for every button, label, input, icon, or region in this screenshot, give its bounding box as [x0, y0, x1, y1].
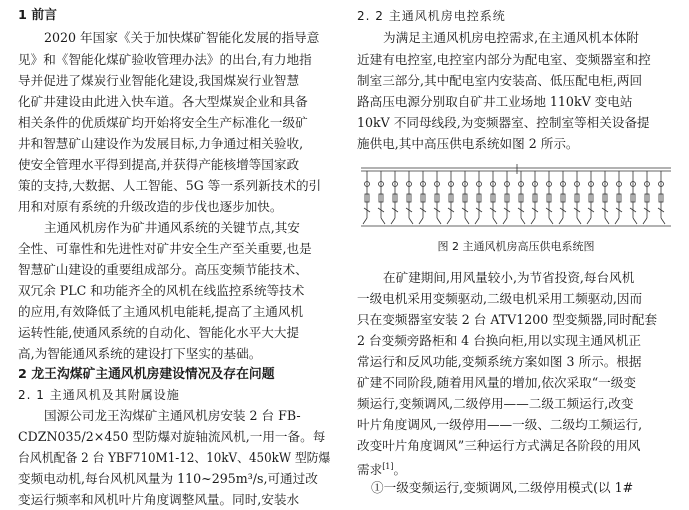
text-line: 2 台变频旁路柜和 4 台换向柜,用以实现主通风机正	[357, 333, 641, 348]
text-line: 制室三部分,其中配电室内安装高、低压配电柜,两回	[357, 73, 643, 88]
text-line: 全性、可靠性和先进性对矿井安全生产至关重要,也是	[18, 241, 312, 256]
text-line: 用和对原有系统的升级改造的步伐也逐步加快。	[18, 199, 283, 214]
circuit-diagram-graphic	[357, 156, 675, 232]
text-line: 化矿井建设由此进入快车道。各大型煤炭企业和具备	[18, 94, 308, 109]
text-line: 的应用,有效降低了主通风机电能耗,提高了主通风机	[18, 304, 304, 319]
text-line: 在矿建期间,用风量较小,为节省投资,每台风机	[383, 270, 635, 285]
subsection-heading: 2. 2 主通风机房电控系统	[357, 9, 506, 23]
text-line: 井和智慧矿山建设作为发展目标,力争通过相关验收,	[18, 136, 304, 151]
figure-caption: 图 2 主通风机房高压供电系统图	[437, 240, 595, 253]
section-heading: 1 前言	[18, 8, 57, 23]
text-line: 只在变频器室安装 2 台 ATV1200 型变频器,同时配套	[357, 312, 658, 327]
text-line: 使安全管理水平得到提高,并获得产能核增等国家政	[18, 157, 300, 172]
text-line: 高,为智能通风系统的建设打下坚实的基础。	[18, 346, 262, 361]
text-line: 2020 年国家《关于加快煤矿智能化发展的指导意	[44, 30, 320, 45]
text-line: 改变叶片角度调风”三种运行方式满足各阶段的用风	[357, 438, 641, 453]
text-line: 施供电,其中高压供电系统如图 2 所示。	[357, 136, 579, 151]
text-line: 相关条件的优质煤矿均开始将安全生产标准化一级矿	[18, 115, 308, 130]
figure-high-voltage-diagram	[357, 156, 675, 232]
text-line: 矿建不同阶段,随着用风量的增加,依次采取“一级变	[357, 375, 636, 390]
text-line: 需求[1]。	[357, 462, 407, 478]
left-column	[18, 0, 331, 507]
text-line: ①一级变频运行,变频调风,二级停用模式(以 1#	[371, 480, 634, 495]
subsection-heading: 2. 1 主通风机及其附属设施	[18, 388, 180, 402]
text-line: 变运行频率和风机叶片角度调整风量。同时,安装水	[18, 492, 300, 507]
text-line: CDZN035/2×450 型防爆对旋轴流风机,一用一备。每	[18, 429, 326, 444]
text-line: 近建有电控室,电控室内部分为配电室、变频器室和控	[357, 52, 651, 67]
text-line: 变频电动机,每台风机风量为 110~295m³/s,可通过改	[18, 471, 318, 486]
text-line: 智慧矿山建设的重要组成部分。高压变频节能技术、	[18, 262, 308, 277]
section-heading: 2 龙王沟煤矿主通风机房建设情况及存在问题	[18, 367, 275, 382]
text-line: 导并促进了煤炭行业智能化建设,我国煤炭行业智慧	[18, 73, 300, 88]
text-line: 见》和《智能化煤矿验收管理办法》的出台,有力地指	[18, 52, 312, 67]
text-line: 一级电机采用变频驱动,二级电机采用工频驱动,因而	[357, 291, 643, 306]
text-line: 10kV 不同母线段,为变频器室、控制室等相关设备提	[357, 115, 650, 130]
text-line: 策的支持,大数据、人工智能、5G 等一系列新技术的引	[18, 178, 322, 193]
text-line: 频运行,变频调风,二级停用——二级工频运行,改变	[357, 396, 634, 411]
text-line: 国源公司龙王沟煤矿主通风机房安装 2 台 FB-	[44, 408, 301, 423]
text-line: 运转性能,使通风系统的自动化、智能化水平大大提	[18, 325, 300, 340]
text-line: 常运行和反风功能,变频系统方案如图 3 所示。根据	[357, 354, 642, 369]
text-line: 双冗余 PLC 和功能齐全的风机在线监控系统等技术	[18, 283, 305, 298]
text-line: 台风机配备 2 台 YBF710M1-12、10kV、450kW 型防爆	[18, 450, 331, 465]
text-line: 叶片角度调风,一级停用——一级、二级均工频运行,	[357, 417, 643, 432]
right-column	[357, 0, 675, 499]
text-line: 为满足主通风机房电控需求,在主通风机本体附	[383, 30, 639, 45]
text-line: 路高压电源分别取自矿井工业场地 110kV 变电站	[357, 94, 633, 109]
text-line: 主通风机房作为矿井通风系统的关键节点,其安	[44, 220, 300, 235]
